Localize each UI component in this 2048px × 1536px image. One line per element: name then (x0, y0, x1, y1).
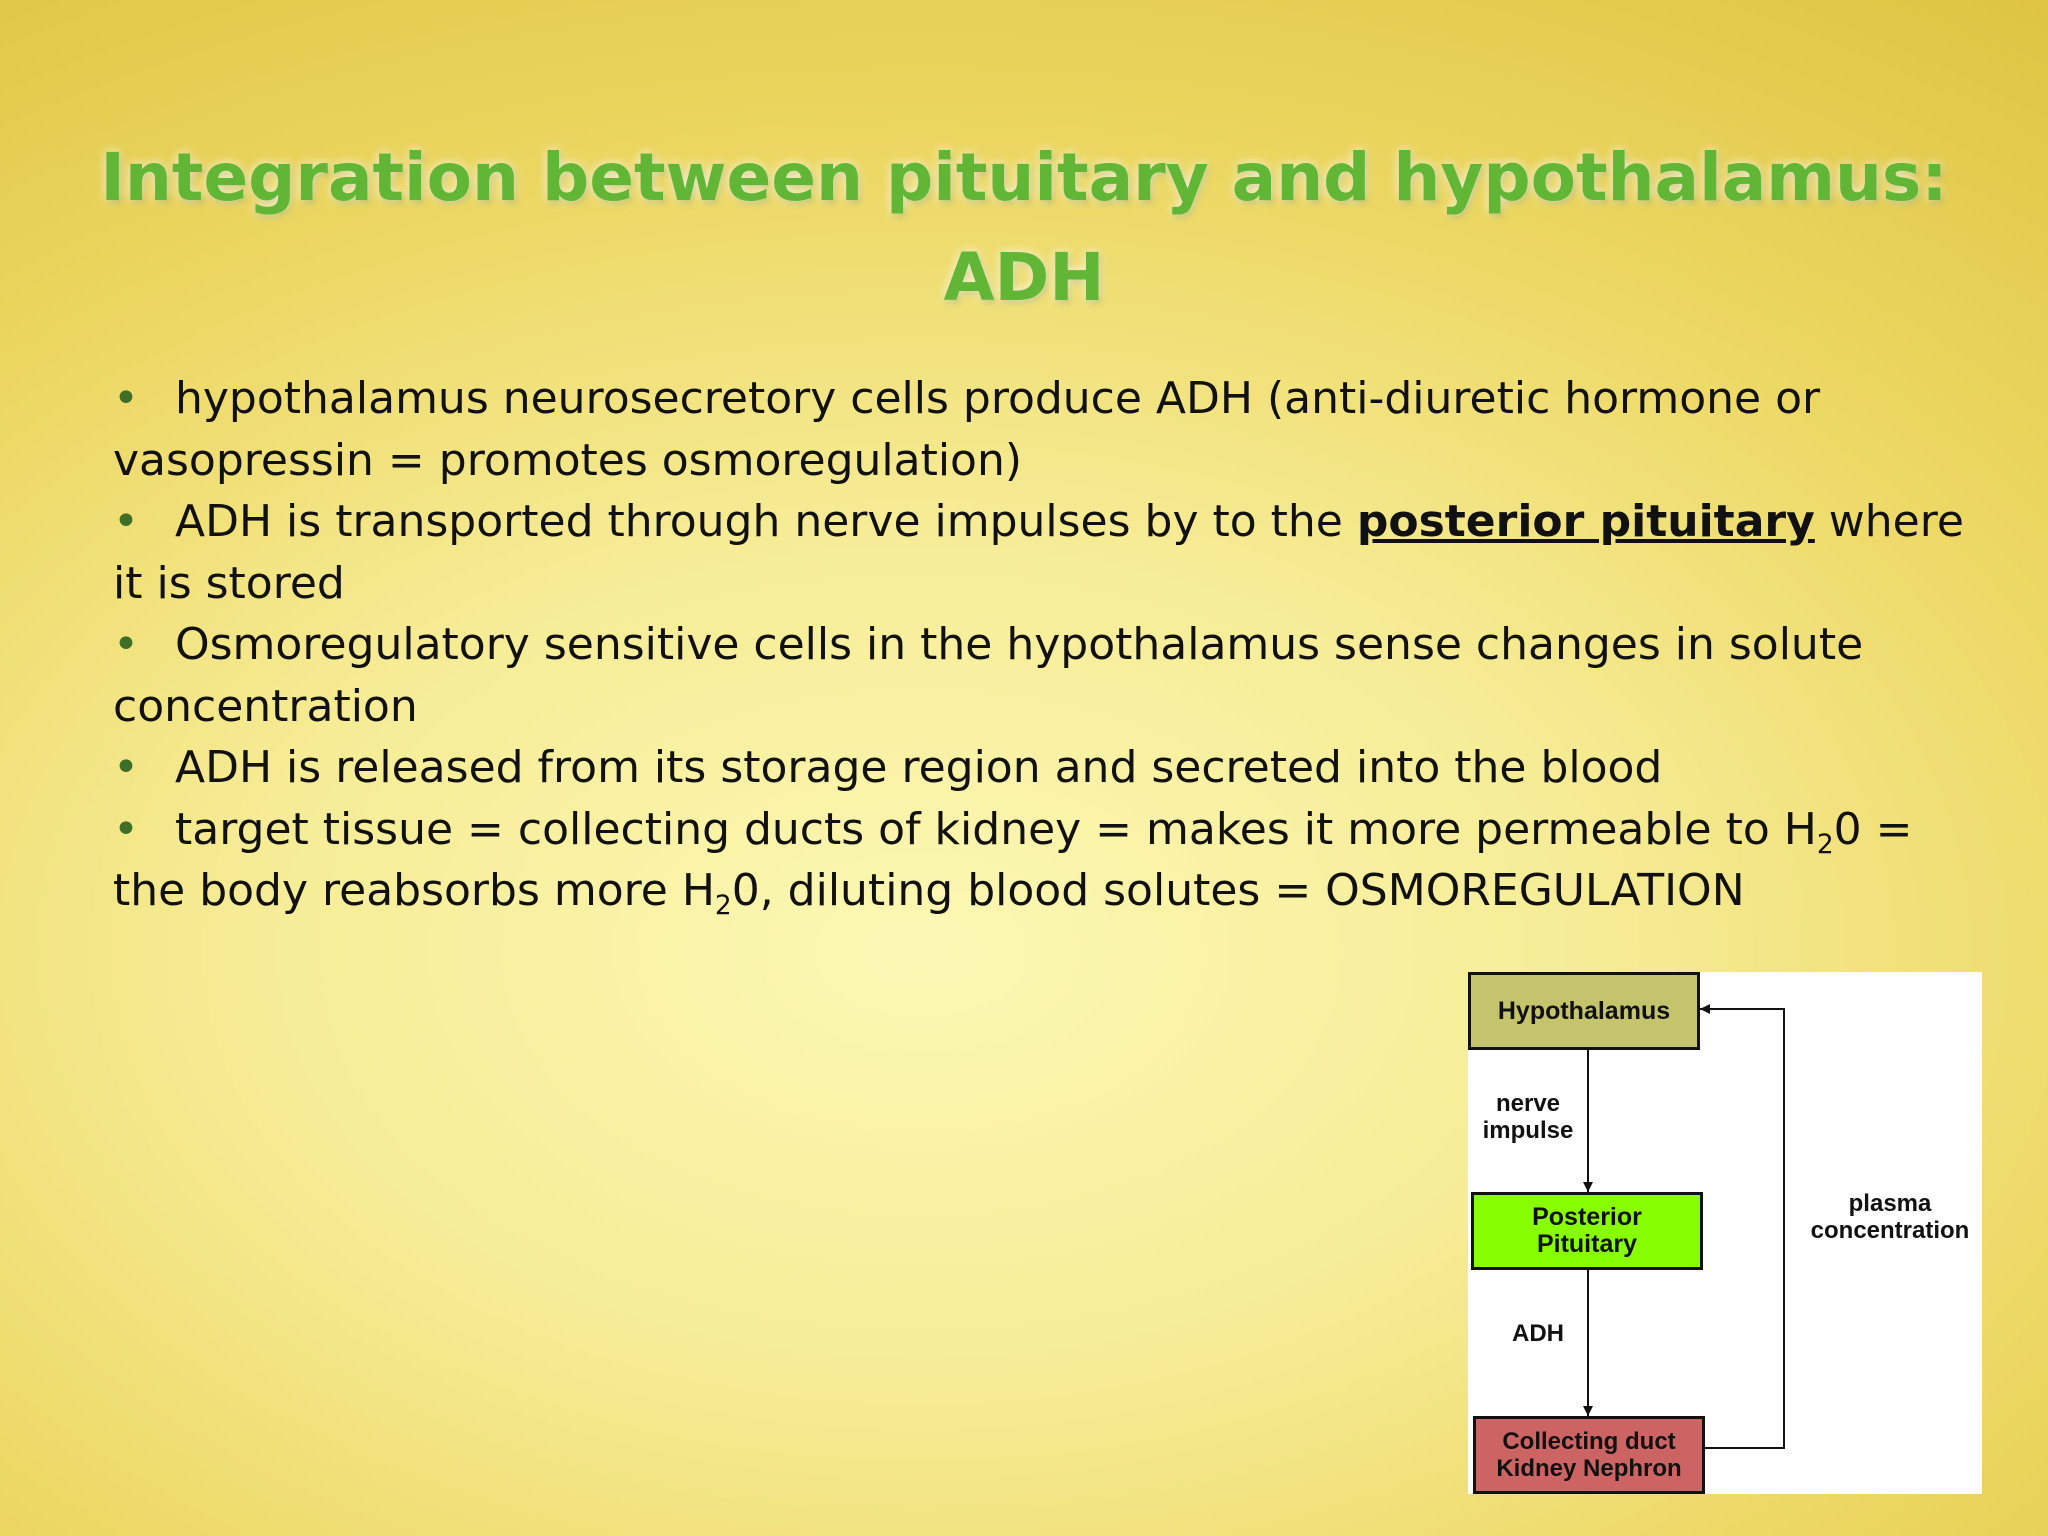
bullet-marker: • (113, 496, 139, 547)
posterior-label-line-2: Pituitary (1536, 1230, 1637, 1258)
bullet-item (113, 799, 1993, 922)
bullet-list (113, 368, 1993, 922)
hypothalamus-label: Hypothalamus (1497, 996, 1671, 1025)
bullet-item (113, 614, 1993, 737)
subscript: 2 (1816, 828, 1834, 860)
bullet-marker: • (113, 373, 139, 424)
bullet-text: ADH is transported through nerve impulses by to the (175, 496, 1357, 547)
bullet-text: target tissue = collecting ducts of kidney = makes it more permeable to H (175, 803, 1817, 855)
plasma-label-line-1: plasma (1848, 1190, 1932, 1217)
bullet-text: where it is stored (113, 496, 1964, 609)
bullet-marker: • (113, 742, 139, 793)
adh-label: ADH (1512, 1320, 1564, 1347)
subscript: 2 (714, 890, 732, 922)
nerve-label-line-1: nerve (1495, 1090, 1561, 1117)
posterior-label-line-1: Posterior (1532, 1203, 1642, 1231)
bullet-text: ADH is released from its storage region and secreted into the blood (175, 742, 1663, 793)
collecting-label-line-2: Kidney Nephron (1496, 1455, 1682, 1482)
bullet-item (113, 737, 1993, 799)
emphasis-posterior-pituitary: posterior pituitary (1356, 496, 1815, 547)
collecting-label-line-1: Collecting duct (1502, 1428, 1676, 1455)
hypothalamus-box (1468, 972, 1700, 1050)
plasma-label-line-2: concentration (1810, 1217, 1970, 1244)
bullet-marker: • (113, 803, 139, 855)
nerve-impulse-label (1468, 1090, 1588, 1144)
bullet-text: 0, diluting blood solutes = OSMOREGULATION (731, 865, 1745, 916)
bullet-marker: • (113, 619, 139, 670)
title-line-1: Integration between pituitary and hypothalamus: (100, 139, 1948, 216)
bullet-item (113, 491, 1993, 614)
bullet-item (113, 368, 1993, 491)
bullet-text: Osmoregulatory sensitive cells in the hypothalamus sense changes in solute concentration (113, 619, 1864, 732)
feedback-loop-arrow (1700, 1009, 1784, 1448)
bullet-text: 0 = the body reabsorbs more H (113, 803, 1913, 916)
plasma-concentration-label (1790, 1190, 1990, 1244)
nerve-label-line-2: impulse (1482, 1117, 1574, 1144)
posterior-pituitary-box (1471, 1192, 1703, 1270)
slide-title (0, 128, 2048, 328)
title-line-2: ADH (943, 239, 1105, 316)
bullet-text: hypothalamus neurosecretory cells produce ADH (anti-diuretic hormone or vasopressin = promotes osmoregulation) (113, 373, 1821, 486)
collecting-duct-box (1473, 1416, 1705, 1494)
adh-feedback-diagram (1468, 972, 1982, 1494)
